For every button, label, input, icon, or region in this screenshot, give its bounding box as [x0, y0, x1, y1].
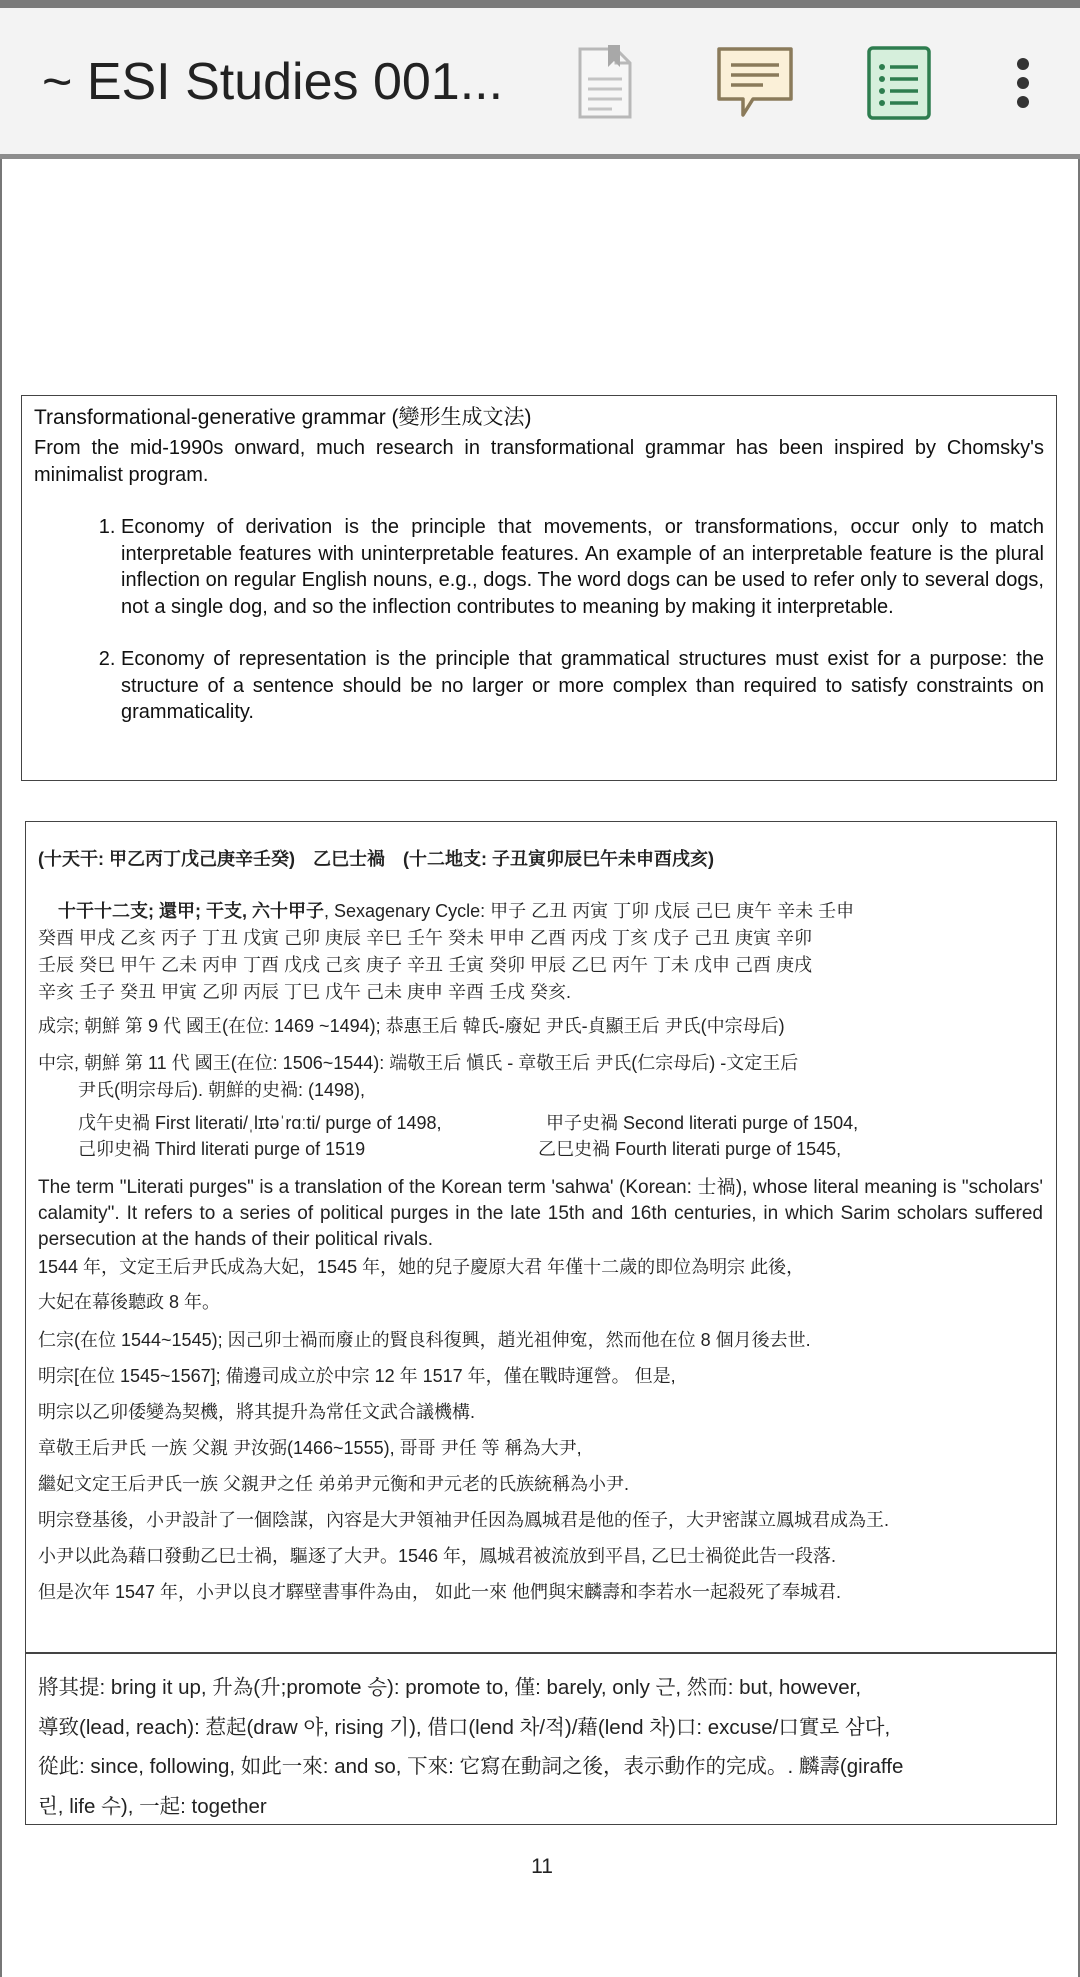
document-title: ~ ESI Studies 001... — [42, 53, 504, 111]
sexagenary-line — [38, 900, 1043, 923]
myeongjong-line: 明宗[在位 1545~1567]; 備邊司成立於中宗 12 年 1517 年，僅在戰時運營。 但是, — [38, 1366, 676, 1386]
cycle-line: 癸酉 甲戌 乙亥 丙子 丁丑 戊寅 己卯 庚辰 辛巳 壬午 癸未 甲申 乙酉 丙戌 丁亥 戊子 己丑 庚寅 辛卯 — [38, 928, 813, 948]
purge-1519: 己卯史禍 Third literati purge of 1519 — [78, 1139, 366, 1159]
purge-1504: 甲子史禍 Second literati purge of 1504, — [546, 1113, 859, 1133]
vocab-line: 린, life 수), 一起: together — [38, 1794, 267, 1818]
stems-branches-header: (十天干: 甲乙丙丁戊己庚辛壬癸) 乙巳士禍 (十二地支: 子丑寅卯辰巳午未申酉戌亥) — [38, 849, 714, 869]
literati-purges-paragraph: The term "Literati purges" is a translation of the Korean term 'sahwa' (Korean: 士禍), whose literal meaning is "scholars' calamity". It refers to a series of political purges in the late 15th and 16th centuries, in which Sarim scholars suffered persecution at the hands of their political rivals. — [38, 1177, 1043, 1250]
history-line-1544: 1544 年，文定王后尹氏成為大妃，1545 年，她的兒子慶原大君 年僅十二歲的即位為明宗 此後， — [38, 1257, 805, 1277]
seongjong-line: 成宗; 朝鮮 第 9 代 國王(在位: 1469 ~1494); 恭惠王后 韓氏-廢妃 尹氏-貞顯王后 尹氏(中宗母后) — [38, 1016, 785, 1036]
status-strip — [0, 0, 1080, 8]
principles-list — [34, 514, 1044, 726]
comment-icon[interactable] — [712, 40, 798, 126]
jungjong-line: 中宗, 朝鮮 第 11 代 國王(在位: 1506~1544): 端敬王后 愼氏 - 章敬王后 尹氏(仁宗母后) -文定王后 — [38, 1053, 799, 1073]
myeongjong-continued: 明宗以乙卯倭變為契機，將其提升為常任文武合議機構. — [38, 1402, 475, 1422]
plot-line: 明宗登基後，小尹設計了一個陰謀，內容是大尹領袖尹任因為鳳城君是他的侄子，大尹密謀立鳳城君成為王. — [38, 1510, 889, 1530]
overflow-menu-icon[interactable] — [980, 40, 1066, 126]
small-yun-line: 繼妃文定王后尹氏一族 父親尹之任 弟弟尹元衡和尹元老的氏族統稱為小尹. — [38, 1474, 629, 1494]
history-section — [25, 821, 1057, 1825]
page-number: 11 — [531, 1855, 553, 1878]
grammar-intro: From the mid-1990s onward, much research in transformational grammar has been inspired by Chomsky's minimalist program. — [34, 437, 1044, 486]
cycle-line: 壬辰 癸巳 甲午 乙未 丙申 丁酉 戊戌 己亥 庚子 辛丑 壬寅 癸卯 甲辰 乙巳 丙午 丁未 戊申 己酉 庚戌 — [38, 955, 813, 975]
vocab-line: 從此: since, following, 如此一來: and so, 下來: 它寫在動詞之後，表示動作的完成。. 麟壽(giraffe — [38, 1755, 904, 1778]
purge-1545: 乙巳史禍 Fourth literati purge of 1545, — [538, 1139, 842, 1159]
jungjong-continued: 尹氏(明宗母后). 朝鮮的史禍: (1498), — [78, 1080, 366, 1100]
cycle-line: 辛亥 壬子 癸丑 甲寅 乙卯 丙辰 丁巳 戊午 己未 庚申 辛酉 壬戌 癸亥. — [38, 982, 572, 1002]
year-1547-line: 但是次年 1547 年，小尹以良才驛壁書事件為由， 如此一來 他們與宋麟壽和李若水一起殺死了奉城君. — [38, 1582, 842, 1602]
sexagenary-cycle-start: , Sexagenary Cycle: 甲子 乙丑 丙寅 丁卯 戊辰 己巳 庚午 辛未 壬申 — [324, 901, 855, 921]
document-page[interactable] — [0, 159, 1080, 1977]
big-yun-line: 章敬王后尹氏 一族 父親 尹汝弼(1466~1555), 哥哥 尹任 等 稱為大尹, — [38, 1438, 582, 1458]
history-line-regency: 大妃在幕後聽政 8 年。 — [38, 1292, 221, 1312]
bookmark-page-icon[interactable] — [562, 40, 648, 126]
injong-line: 仁宗(在位 1544~1545); 因己卯士禍而廢止的賢良科復興，趙光祖伸寃，然而他在位 8 個月後去世. — [38, 1330, 811, 1350]
outline-list-icon[interactable] — [856, 40, 942, 126]
app-bar — [0, 8, 1080, 154]
pretext-line: 小尹以此為藉口發動乙巳士禍，驅逐了大尹。1546 年，鳳城君被流放到平昌, 乙巳士禍從此告一段落. — [38, 1546, 837, 1566]
vocab-line: 導致(lead, reach): 惹起(draw 야, rising 기), 借口(lend 차/적)/藉(lend 차)口: excuse/口實로 삼다, — [38, 1715, 891, 1739]
vocab-line: 將其提: bring it up, 升為(升;promote 승): promote to, 僅: barely, only 근, 然而: but, however, — [38, 1676, 862, 1699]
list-item: 2. Economy of representation is the principle that grammatical structures must exist for a purpose: the structure of a sentence should be no larger or more complex than required to satisfy constraints on grammaticality. — [121, 646, 1044, 726]
list-item: 1. Economy of derivation is the principle that movements, or transformations, occur only to match interpretable features with uninterpretable features. An example of an interpretable feature is the plural inflection on regular English nouns, e.g., dogs. The word dogs can be used to refer only to several dogs, not a single dog, and so the inflection contributes to meaning by making it interpretable. — [121, 514, 1044, 620]
vocabulary-notes — [38, 1668, 1043, 1826]
grammar-heading: Transformational-generative grammar (變形生成文法) — [34, 406, 532, 429]
purge-1498: 戊午史禍 First literati/ˌlɪtəˈrɑːti/ purge of 1498, — [78, 1113, 442, 1133]
section-divider — [26, 1652, 1056, 1654]
grammar-section — [21, 395, 1057, 781]
sexagenary-terms: 十干十二支; 還甲; 干支, 六十甲子 — [58, 901, 324, 921]
